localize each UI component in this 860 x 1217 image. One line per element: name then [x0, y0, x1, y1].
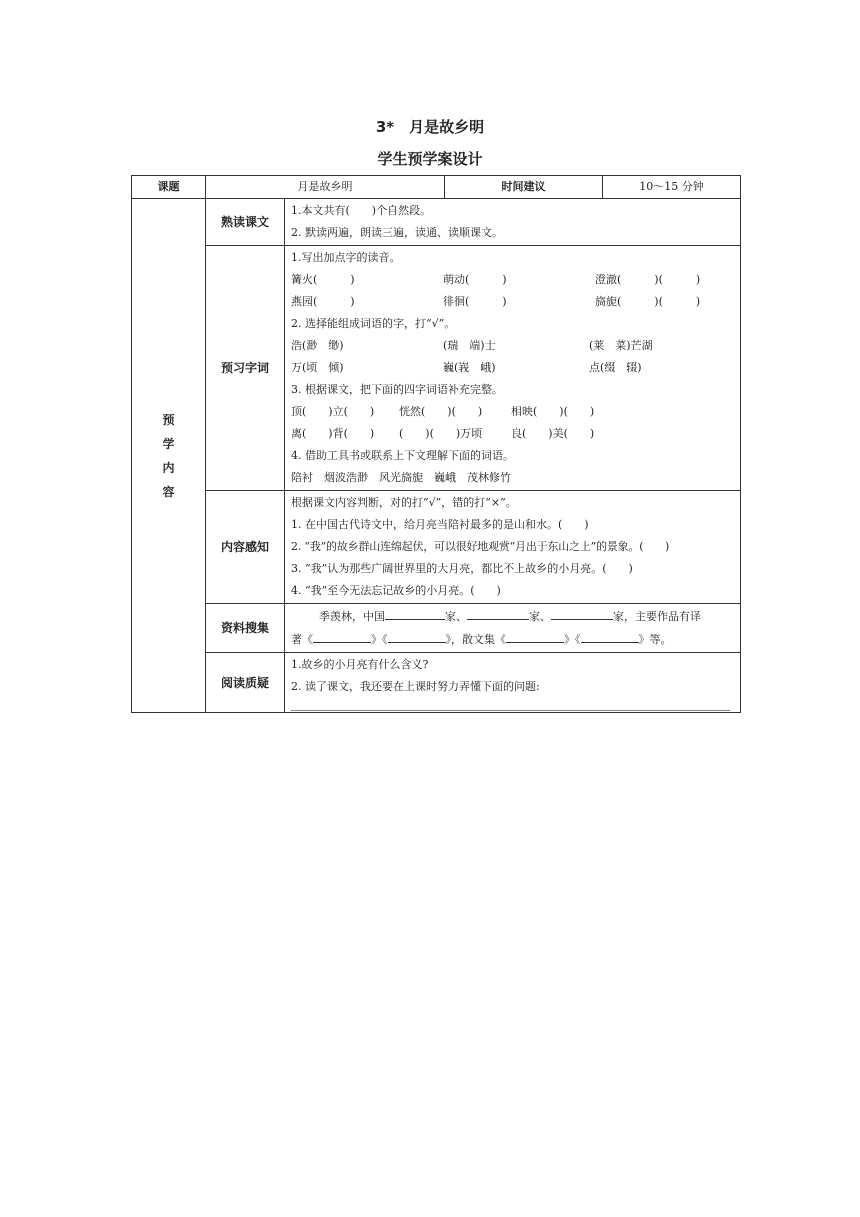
topic-value: 月是故乡明 — [206, 176, 445, 199]
material-line-1: 季羡林，中国 家、 家、 家，主要作品有译 — [291, 605, 734, 628]
choice-item: 浩(渺 缈) — [291, 339, 344, 352]
content-intro: 根据课文内容判断，对的打“√”，错的打“×”。 — [291, 496, 517, 509]
section-read — [132, 199, 741, 246]
blank-line[interactable] — [467, 605, 529, 620]
question-line: 2. 读了课文，我还要在上课时努力弄懂下面的问题: — [291, 680, 540, 693]
words-q4: 4. 借助工具书或联系上下文理解下面的词语。 — [291, 449, 514, 462]
section-read-label: 熟读课文 — [206, 199, 285, 246]
lesson-title: 3* 月是故乡明 — [375, 118, 485, 136]
read-line: 2. 默读两遍，朗读三遍，读通、读顺课文。 — [291, 226, 503, 239]
worksheet-subtitle: 学生预学案设计 — [377, 150, 483, 168]
pinyin-item: 澄澈( )( ) — [595, 273, 701, 286]
idiom-item: 恍然( )( ) — [399, 405, 483, 418]
pinyin-item: 旖旎( )( ) — [595, 295, 701, 308]
idiom-item: 顶( )立( ) — [291, 405, 375, 418]
question-line: 1.故乡的小月亮有什么含义? — [291, 658, 429, 671]
idiom-item: ( )( )万顷 — [399, 427, 483, 440]
header-row — [132, 176, 741, 199]
blank-line[interactable] — [581, 628, 639, 643]
side-label: 预 学 内 容 — [132, 199, 206, 713]
time-value: 10～15 分钟 — [603, 176, 741, 199]
section-content — [132, 491, 741, 604]
words-q1: 1.写出加点字的读音。 — [291, 251, 401, 264]
pinyin-item: 篝火( ) — [291, 273, 355, 286]
section-words-label: 预习字词 — [206, 246, 285, 491]
blank-line[interactable] — [506, 628, 564, 643]
judge-item: 3. “我”认为那些广阔世界里的大月亮，都比不上故乡的小月亮。( ) — [291, 562, 633, 575]
section-question-body — [285, 653, 741, 713]
section-question — [132, 653, 741, 713]
choice-item: 巍(峩 峨) — [443, 361, 496, 374]
pinyin-item: 萌动( ) — [443, 273, 507, 286]
blank-line[interactable] — [385, 605, 445, 620]
choice-row — [291, 357, 734, 379]
topic-label: 课题 — [132, 176, 206, 199]
judge-item: 2. “我”的故乡群山连绵起伏，可以很好地观赏“月出于东山之上”的景象。( ) — [291, 540, 670, 553]
judge-item: 1. 在中国古代诗文中，给月亮当陪衬最多的是山和水。( ) — [291, 518, 589, 531]
section-material-label: 资料搜集 — [206, 604, 285, 653]
choice-item: 点(缀 辍) — [589, 361, 642, 374]
preview-table — [131, 175, 741, 713]
material-line-2: 著《 》《 》，散文集《 》《 》等。 — [291, 628, 734, 651]
section-content-body — [285, 491, 741, 604]
section-question-label: 阅读质疑 — [206, 653, 285, 713]
blank-line[interactable] — [313, 628, 371, 643]
pinyin-item: 徘徊( ) — [443, 295, 507, 308]
idiom-row — [291, 401, 734, 423]
section-content-label: 内容感知 — [206, 491, 285, 604]
words-q3: 3. 根据课文，把下面的四字词语补充完整。 — [291, 383, 503, 396]
judge-item: 4. “我”至今无法忘记故乡的小月亮。( ) — [291, 584, 501, 597]
section-read-body — [285, 199, 741, 246]
section-words-body — [285, 246, 741, 491]
words-q4-list: 陪衬 烟波浩渺 风光旖旎 巍峨 茂林修竹 — [291, 471, 511, 484]
choice-item: (瑞 端)士 — [443, 339, 496, 352]
time-label: 时间建议 — [445, 176, 603, 199]
section-material-body — [285, 604, 741, 653]
section-material — [132, 604, 741, 653]
answer-line[interactable] — [291, 698, 730, 711]
blank-line[interactable] — [551, 605, 613, 620]
choice-item: 万(顷 倾) — [291, 361, 344, 374]
idiom-item: 相映( )( ) — [511, 405, 595, 418]
words-q2: 2. 选择能组成词语的字，打“√”。 — [291, 317, 456, 330]
section-words — [132, 246, 741, 491]
read-line: 1.本文共有( )个自然段。 — [291, 204, 432, 217]
choice-item: (莱 菜)芒湖 — [589, 339, 653, 352]
pinyin-row — [291, 291, 734, 313]
pinyin-item: 燕园( ) — [291, 295, 355, 308]
choice-row — [291, 335, 734, 357]
idiom-item: 离( )背( ) — [291, 427, 375, 440]
blank-line[interactable] — [388, 628, 446, 643]
idiom-item: 良( )美( ) — [511, 427, 595, 440]
idiom-row — [291, 423, 734, 445]
pinyin-row — [291, 269, 734, 291]
